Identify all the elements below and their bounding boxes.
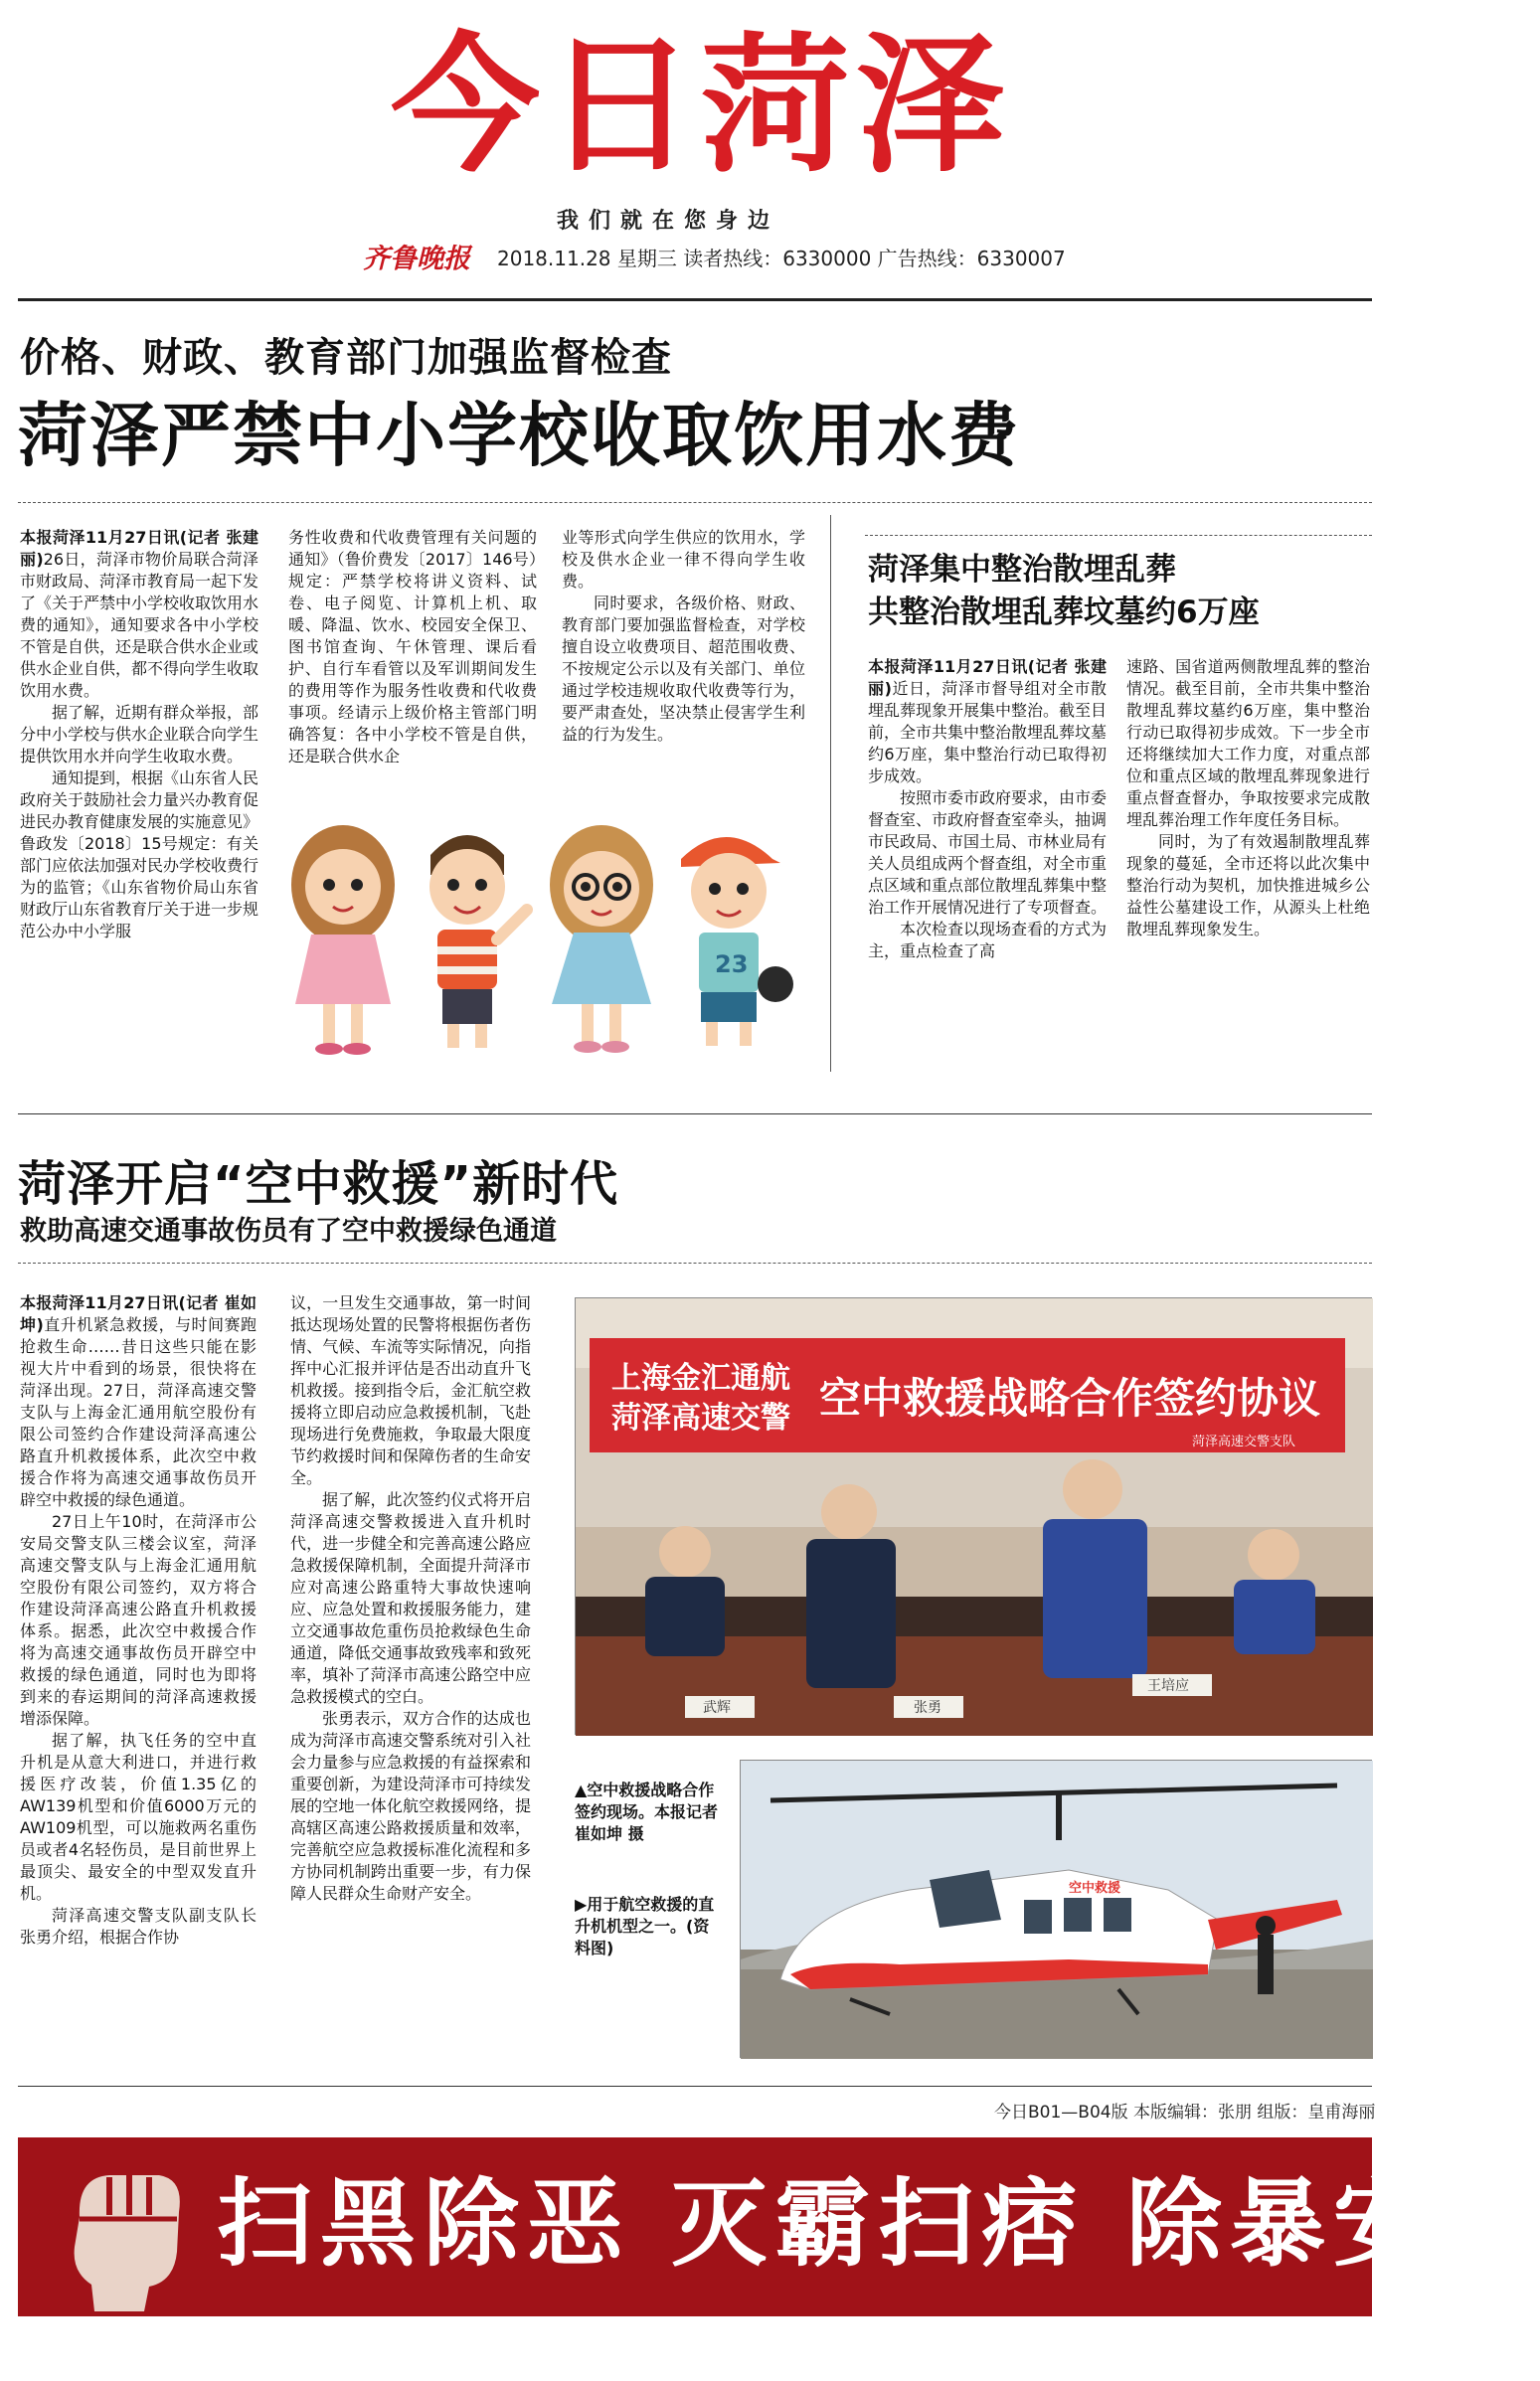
helicopter-photo [740, 1760, 1372, 2058]
brand-logo: 齐鲁晚报 [363, 244, 470, 274]
masthead-divider [18, 298, 1372, 301]
officer-left-head [659, 1526, 711, 1578]
story1-kicker: 价格、财政、教育部门加强监督检查 [20, 335, 672, 381]
students-cartoon-illustration [283, 815, 800, 1064]
story2-column-1 [868, 656, 1107, 962]
story3-headline: 菏泽开启“空中救援”新时代 [18, 1156, 619, 1212]
story1-col3-para: 同时要求，各级价格、财政、教育部门要加强监督检查，对学校擅自设立收费项目、超范围收费、不按规定公示以及有关部门、单位通过学校违规收取代收费等行为，要严肃查处，坚决禁止侵害学生利益的行为发生。 [562, 594, 805, 744]
story2-col2-para: 同时，为了有效遏制散埋乱葬现象的蔓延，全市还将以此次集中整治行动为契机，加快推进城乡公益性公墓建设工作，从源头上杜绝散埋乱葬现象发生。 [1126, 832, 1370, 938]
campaign-banner [18, 2137, 1540, 2316]
story1-column-1 [20, 527, 258, 942]
story1-col1-para: 本报菏泽11月27日讯(记者 张建丽)26日，菏泽市物价局联合菏泽市财政局、菏泽市教育局一起下发了《关于严禁中小学校收取饮用水费的通知》，通知要求各中小学校不管是自供，还是联合供水企业或供水企业自供，都不得向学生收取饮用水费。 [20, 528, 259, 700]
story3-col2-para: 张勇表示，双方合作的达成也成为菏泽市高速交警系统对引入社会力量参与应急救援的有益探索和重要创新，为建设菏泽市可持续发展的空地一体化航空救援网络，提高辖区高速公路救援质量和效率，完善航空应急救援标准化流程和多方协同机制跨出重要一步，有力保障人民群众生命财产安全。 [290, 1709, 531, 1903]
story1-column-3 [562, 527, 805, 746]
boy-2-figure [681, 837, 793, 1046]
footer-pages: 今日B01—B04版 [994, 2103, 1128, 2123]
story1-col3-para: 业等形式向学生供应的饮用水，学校及供水企业一律不得向学生收费。 [562, 528, 805, 591]
story3-column-2 [290, 1292, 531, 1905]
story3-column-1 [20, 1292, 257, 1949]
footer-editors: 本版编辑：张朋 组版：皇甫海丽 [1133, 2103, 1376, 2123]
story3-col2-para: 据了解，此次签约仪式将开启菏泽高速交警救援进入直升机时代，进一步健全和完善高速公路应急救援保障机制，全面提升菏泽市应对高速公路重特大事故快速响应、应急处置和救援服务能力，建立交通事故危重伤员抢救绿色生命通道，降低交通事故致残率和致死率，填补了菏泽市高速公路空中应急救援模式的空白。 [290, 1490, 531, 1706]
story3-col1-para: 据了解，执飞任务的空中直升机是从意大利进口，并进行救援医疗改装，价值1.35亿的AW139机型和价值6000万元的AW109机型，可以施救两名重伤员或者4名轻伤员，是目前世界上最顶尖、最安全的中型双发直升机。 [20, 1731, 257, 1903]
footer-rule [18, 2086, 1372, 2087]
story2-headline-line1: 菏泽集中整治散埋乱葬 [868, 552, 1176, 588]
story3-col1-para: 27日上午10时，在菏泽市公安局交警支队三楼会议室，菏泽高速交警支队与上海金汇通用航空股份有限公司签约，双方将合作建设菏泽高速公路直升机救援体系。据悉，此次空中救援合作将为高速交通事故伤员开辟空中救援的绿色通道，同时也为即将到来的春运期间的菏泽高速救援增添保障。 [20, 1512, 257, 1728]
column-divider [830, 515, 831, 1072]
svg-text:张勇: 张勇 [914, 1700, 941, 1716]
story3-col2-para: 议，一旦发生交通事故，第一时间抵达现场处置的民警将根据伤者伤情、气候、车流等实际情况，向指挥中心汇报并评估是否出动直升飞机救援。接到指令后，金汇航空救援将立即启动应急救援机制，飞赴现场进行免费施救，争取最大限度节约救援时间和保障伤者的生命安全。 [290, 1293, 531, 1487]
story1-col1-para: 据了解，近期有群众举报，部分中小学校与供水企业联合向学生提供饮用水并向学生收取水费。 [20, 703, 259, 765]
banner-text-line2: 菏泽高速交警 [611, 1401, 790, 1436]
story1-rule [18, 502, 1372, 503]
campaign-slogan: 扫黑除恶 灭霸扫痞 除暴安良 [217, 2167, 1540, 2280]
story2-top-rule [865, 535, 1372, 536]
masthead-slogan: 我们就在您身边 [557, 209, 780, 234]
story3-col1-para: 菏泽高速交警支队副支队长张勇介绍，根据合作协 [20, 1906, 257, 1947]
ground-crew-figure [1258, 1935, 1274, 1994]
helicopter-label: 空中救援 [1069, 1881, 1121, 1896]
executive-right-head [1248, 1529, 1299, 1581]
banner-sub-text: 菏泽高速交警支队 [1192, 1435, 1296, 1449]
photo1-caption: ▲空中救援战略合作签约现场。本报记者 崔如坤 摄 [575, 1781, 719, 1843]
story2-col2-para: 速路、国省道两侧散埋乱葬的整治情况。截至目前，全市共集中整治散埋乱葬坟墓约6万座，集中整治行动已取得初步成效。下一步全市还将继续加大工作力度，对重点部位和重点区域的散埋乱葬现象进行重点督查督办，争取按要求完成散埋乱葬治理工作年度任务目标。 [1126, 657, 1370, 829]
story2-col1-para: 按照市委市政府要求，由市委督查室、市政府督查室牵头，抽调市民政局、市国土局、市林业局有关人员组成两个督查组，对全市重点区域和重点部位散埋乱葬集中整治工作开展情况进行了专项督查。 [868, 788, 1108, 917]
girl-1-figure [291, 825, 395, 1055]
girl-2-figure [550, 825, 653, 1053]
svg-text:王培应: 王培应 [1147, 1678, 1189, 1694]
boy-1-figure [429, 835, 527, 1048]
dateline: 2018.11.28 星期三 读者热线：6330000 广告热线：6330007 [497, 247, 1066, 270]
story1-col1-para: 通知提到，根据《山东省人民政府关于鼓励社会力量兴办教育促进民办教育健康发展的实施意见》鲁政发〔2018〕15号规定：有关部门应依法加强对民办学校收费行为的监管；《山东省物价局山东省财政厅山东省教育厅关于进一步规范公办中小学服 [20, 768, 259, 940]
photo2-caption: ▶用于航空救援的直升机机型之一。(资料图) [575, 1895, 715, 1957]
story2-headline-line2: 共整治散埋乱葬坟墓约6万座 [868, 595, 1260, 630]
officer-center-head [821, 1484, 877, 1540]
story2-col1-para: 本次检查以现场查看的方式为主，重点检查了高 [868, 920, 1108, 960]
section-divider [18, 1113, 1372, 1114]
story1-headline: 菏泽严禁中小学校收取饮用水费 [18, 395, 1020, 476]
banner-text-line1: 上海金汇通航 [611, 1361, 790, 1396]
masthead-title: 今日菏泽 [390, 20, 1011, 193]
banner-main-text: 空中救援战略合作签约协议 [819, 1374, 1321, 1423]
story1-column-2 [288, 527, 537, 767]
story2-col1-para: 本报菏泽11月27日讯(记者 张建丽)近日，菏泽市督导组对全市散埋乱葬现象开展集中整治。截至目前，全市共集中整治散埋乱葬坟墓约6万座，集中整治行动已取得初步成效。 [868, 657, 1108, 785]
story3-rule [18, 1263, 1372, 1264]
svg-text:23: 23 [715, 950, 749, 978]
story2-column-2 [1126, 656, 1370, 940]
story1-col2-para: 务性收费和代收费管理有关问题的通知》（鲁价费发〔2017〕146号）规定：严禁学校将讲义资料、试卷、电子阅览、计算机上机、取暖、降温、饮水、校园安全保卫、图书馆查询、午休管理、课后看护、自行车看管以及军训期间发生的费用等作为服务性收费和代收费事项。经请示上级价格主管部门明确答复：各中小学校不管是自供，还是联合供水企 [288, 528, 537, 765]
raised-fist-icon [50, 2157, 199, 2311]
executive-head [1063, 1459, 1122, 1519]
story3-col1-para: 本报菏泽11月27日讯(记者 崔如坤)直升机紧急救援，与时间赛跑抢救生命……昔日这些只能在影视大片中看到的场景，很快将在菏泽出现。27日，菏泽高速交警支队与上海金汇通用航空股份有限公司签约合作建设菏泽高速公路直升机救援体系，此次空中救援合作将为高速交通事故伤员开辟空中救援的绿色通道。 [20, 1293, 257, 1509]
story3-subhead: 救助高速交通事故伤员有了空中救援绿色通道 [20, 1216, 557, 1247]
svg-text:武辉: 武辉 [703, 1700, 731, 1716]
signing-ceremony-photo [575, 1297, 1372, 1735]
